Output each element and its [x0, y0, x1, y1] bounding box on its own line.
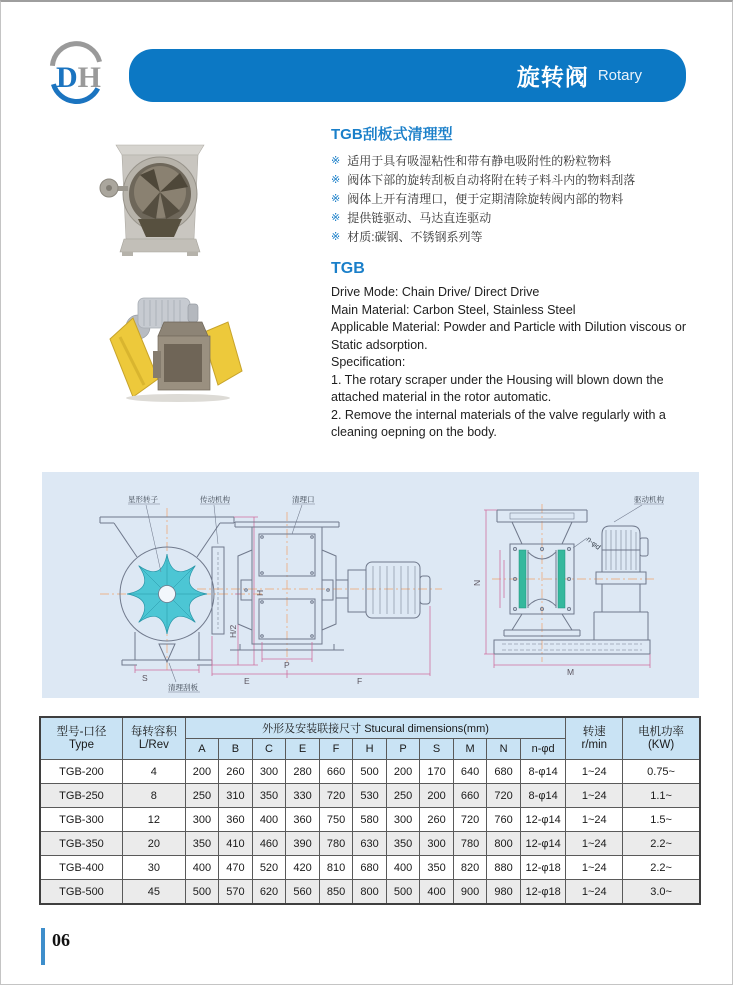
- drive-unit-label: 驱动机构: [634, 495, 664, 504]
- feature-text: 材质:碳钢、不锈钢系列等: [347, 230, 483, 244]
- seal-strip-right: [558, 550, 565, 608]
- cell-dim: 12-φ18: [520, 856, 566, 880]
- cell-dim: 680: [487, 760, 521, 784]
- cell-dim: 350: [420, 856, 454, 880]
- cell-power: 2.2~: [623, 832, 700, 856]
- banner-title-zh: 旋转阀: [516, 64, 589, 90]
- page-number-bar: [41, 928, 45, 965]
- cell-dim: 680: [353, 856, 387, 880]
- seal-strip-left: [519, 550, 526, 608]
- cell-dim: 720: [487, 784, 521, 808]
- cell-dim: 200: [386, 760, 420, 784]
- product-photo-open-rotor: [98, 139, 222, 268]
- cell-dim: 720: [453, 808, 487, 832]
- table-row: [40, 856, 700, 880]
- feature-text: 阀体上开有清理口，便于定期清除旋转阀内部的物料: [347, 192, 624, 206]
- dh-logo-icon: [43, 40, 111, 108]
- cell-dim: 300: [386, 808, 420, 832]
- header-volume-en: L/Rev: [138, 738, 169, 751]
- cell-dim: 500: [353, 760, 387, 784]
- drive-view-diagram: [472, 494, 664, 677]
- cell-dim: 900: [453, 880, 487, 905]
- header-speed-en: r/min: [581, 738, 608, 751]
- table-row: [40, 880, 700, 905]
- bolt-note-label: n-φd: [584, 534, 603, 552]
- header-speed: [566, 717, 623, 760]
- cell-dim: 500: [386, 880, 420, 905]
- cell-dim: 390: [286, 832, 320, 856]
- cell-dim: 620: [252, 880, 286, 905]
- dimension-drawing: [42, 472, 699, 698]
- feature-text: 阀体下部的旋转刮板自动将附在转子料斗内的物料刮落: [347, 173, 636, 187]
- dim-p-label: P: [284, 660, 290, 670]
- spec-line: Drive Mode: Chain Drive/ Direct Drive: [331, 285, 540, 299]
- header-type: [40, 717, 123, 760]
- cell-power: 3.0~: [623, 880, 700, 905]
- cell-dim: 350: [386, 832, 420, 856]
- header-power-en: (KW): [647, 738, 675, 751]
- cell-dim: 280: [286, 760, 320, 784]
- cell-dim: 260: [420, 808, 454, 832]
- header-power: [623, 717, 700, 760]
- spec-line: 2. Remove the internal materials of the valve regularly with a cleaning oepning on the body.: [331, 407, 666, 439]
- header-dims-group: 外形及安装联接尺寸 Stucural dimensions(mm): [185, 717, 566, 739]
- cell-dim: 250: [185, 784, 219, 808]
- cell-dim: 780: [453, 832, 487, 856]
- header-power-zh: 电机功率: [638, 725, 685, 738]
- cell-dim: 170: [420, 760, 454, 784]
- header-speed-zh: 转速: [582, 725, 606, 738]
- cell-dim: 12-φ14: [520, 808, 566, 832]
- cell-dim: 460: [252, 832, 286, 856]
- feature-list: [331, 152, 705, 247]
- drive-mech-label: 传动机构: [200, 495, 230, 504]
- cell-speed: 1~24: [566, 760, 623, 784]
- cell-dim: 400: [252, 808, 286, 832]
- cell-volume: 20: [123, 832, 186, 856]
- cell-dim: 800: [487, 832, 521, 856]
- dim-column-header: F: [319, 739, 353, 760]
- cell-dim: 260: [219, 760, 253, 784]
- cell-type: TGB-500: [40, 880, 123, 905]
- cell-dim: 570: [219, 880, 253, 905]
- cell-volume: 30: [123, 856, 186, 880]
- table-row: [40, 832, 700, 856]
- header-volume-zh: 每转容积: [130, 725, 177, 738]
- front-view-diagram: [100, 494, 265, 692]
- cell-volume: 4: [123, 760, 186, 784]
- table-row: [40, 784, 700, 808]
- cell-dim: 470: [219, 856, 253, 880]
- cell-dim: 300: [420, 832, 454, 856]
- cell-dim: 660: [453, 784, 487, 808]
- cell-dim: 400: [386, 856, 420, 880]
- cell-dim: 400: [185, 856, 219, 880]
- company-logo: [43, 40, 111, 108]
- svg-text:DH: [56, 61, 101, 94]
- section-title: TGB刮板式清理型: [331, 126, 453, 143]
- cell-dim: 300: [185, 808, 219, 832]
- feature-item: [331, 190, 705, 209]
- cell-dim: 780: [319, 832, 353, 856]
- cell-power: 1.1~: [623, 784, 700, 808]
- cell-dim: 760: [487, 808, 521, 832]
- dim-column-header: M: [453, 739, 487, 760]
- spec-line: Specification:: [331, 355, 406, 369]
- cell-dim: 500: [185, 880, 219, 905]
- cell-speed: 1~24: [566, 808, 623, 832]
- clean-port-label: 清理口: [292, 495, 315, 504]
- banner-title-en: Rotary: [597, 67, 642, 84]
- dim-column-header: C: [252, 739, 286, 760]
- scraper-label: 清理刮板: [168, 683, 198, 692]
- open-rotor-valve-image: [98, 139, 222, 263]
- cell-volume: 12: [123, 808, 186, 832]
- cell-speed: 1~24: [566, 856, 623, 880]
- dim-column-header: n-φd: [520, 739, 566, 760]
- cell-type: TGB-350: [40, 832, 123, 856]
- dim-column-header: A: [185, 739, 219, 760]
- header-type-en: Type: [69, 738, 94, 751]
- cell-dim: 640: [453, 760, 487, 784]
- cell-type: TGB-250: [40, 784, 123, 808]
- technical-drawing-panel: [42, 472, 699, 698]
- cell-type: TGB-200: [40, 760, 123, 784]
- dim-n-label: N: [472, 579, 482, 586]
- bullet-marker: ※: [331, 174, 341, 186]
- header-type-zh: 型号-口径: [56, 725, 107, 738]
- feature-item: [331, 228, 705, 247]
- dim-h-label: H: [255, 589, 265, 596]
- description-column: [331, 123, 705, 442]
- dimension-table: [39, 716, 701, 905]
- feature-text: 提供链驱动、马达直连驱动: [347, 211, 492, 225]
- dim-column-header: N: [487, 739, 521, 760]
- table-row: [40, 760, 700, 784]
- header-volume: [123, 717, 186, 760]
- dim-f-label: F: [357, 676, 363, 686]
- cell-volume: 45: [123, 880, 186, 905]
- page-number: 06: [52, 930, 70, 950]
- cell-type: TGB-400: [40, 856, 123, 880]
- dim-h2-label: H/2: [228, 624, 238, 638]
- logo-letter-d: D: [56, 61, 78, 94]
- cell-dim: 12-φ18: [520, 880, 566, 905]
- bullet-marker: ※: [331, 212, 341, 224]
- cell-dim: 580: [353, 808, 387, 832]
- dim-column-header: E: [286, 739, 320, 760]
- cell-power: 2.2~: [623, 856, 700, 880]
- dim-column-header: H: [353, 739, 387, 760]
- cell-dim: 530: [353, 784, 387, 808]
- cell-dim: 880: [487, 856, 521, 880]
- dim-m-label: M: [567, 667, 575, 677]
- table-row: [40, 808, 700, 832]
- bullet-marker: ※: [331, 231, 341, 243]
- cell-dim: 12-φ14: [520, 832, 566, 856]
- cell-dim: 820: [453, 856, 487, 880]
- cell-speed: 1~24: [566, 832, 623, 856]
- cell-volume: 8: [123, 784, 186, 808]
- model-title: TGB: [331, 260, 365, 277]
- cell-dim: 410: [219, 832, 253, 856]
- cell-dim: 720: [319, 784, 353, 808]
- cell-dim: 310: [219, 784, 253, 808]
- logo-letter-h: H: [77, 61, 102, 94]
- feature-item: [331, 209, 705, 228]
- dim-column-header: P: [386, 739, 420, 760]
- chain-drive-valve-image: [106, 291, 248, 407]
- cell-dim: 360: [219, 808, 253, 832]
- bullet-marker: ※: [331, 193, 341, 205]
- cell-dim: 8-φ14: [520, 760, 566, 784]
- cell-dim: 660: [319, 760, 353, 784]
- dim-s-label: S: [142, 673, 148, 683]
- cell-dim: 300: [252, 760, 286, 784]
- spec-line: Applicable Material: Powder and Particle with Dilution viscous or Static adsorption.: [331, 320, 687, 352]
- feature-item: [331, 171, 705, 190]
- cell-power: 1.5~: [623, 808, 700, 832]
- cell-dim: 250: [386, 784, 420, 808]
- cell-dim: 420: [286, 856, 320, 880]
- cell-dim: 750: [319, 808, 353, 832]
- cell-dim: 560: [286, 880, 320, 905]
- cell-dim: 810: [319, 856, 353, 880]
- cell-dim: 800: [353, 880, 387, 905]
- spec-line: Main Material: Carbon Steel, Stainless Steel: [331, 302, 576, 317]
- dim-column-header: B: [219, 739, 253, 760]
- spec-line: 1. The rotary scraper under the Housing will blown down the attached material in the rotor automatic.: [331, 372, 664, 404]
- cell-dim: 400: [420, 880, 454, 905]
- bullet-marker: ※: [331, 155, 341, 167]
- cell-dim: 980: [487, 880, 521, 905]
- cell-dim: 8-φ14: [520, 784, 566, 808]
- cell-type: TGB-300: [40, 808, 123, 832]
- dim-column-header: S: [420, 739, 454, 760]
- cell-dim: 630: [353, 832, 387, 856]
- header-banner: [129, 49, 686, 102]
- rotor-label: 星形转子: [128, 495, 158, 504]
- feature-text: 适用于具有吸湿粘性和带有静电吸附性的粉粒物料: [347, 154, 612, 168]
- cell-dim: 200: [185, 760, 219, 784]
- cell-dim: 360: [286, 808, 320, 832]
- dim-e-label: E: [244, 676, 250, 686]
- cell-speed: 1~24: [566, 880, 623, 905]
- cell-dim: 330: [286, 784, 320, 808]
- cell-dim: 200: [420, 784, 454, 808]
- cell-power: 0.75~: [623, 760, 700, 784]
- cell-dim: 350: [185, 832, 219, 856]
- cell-dim: 520: [252, 856, 286, 880]
- cell-dim: 350: [252, 784, 286, 808]
- product-photo-chain-drive: [106, 291, 248, 412]
- cell-speed: 1~24: [566, 784, 623, 808]
- spec-text: [331, 284, 705, 442]
- feature-item: [331, 152, 705, 171]
- cell-dim: 850: [319, 880, 353, 905]
